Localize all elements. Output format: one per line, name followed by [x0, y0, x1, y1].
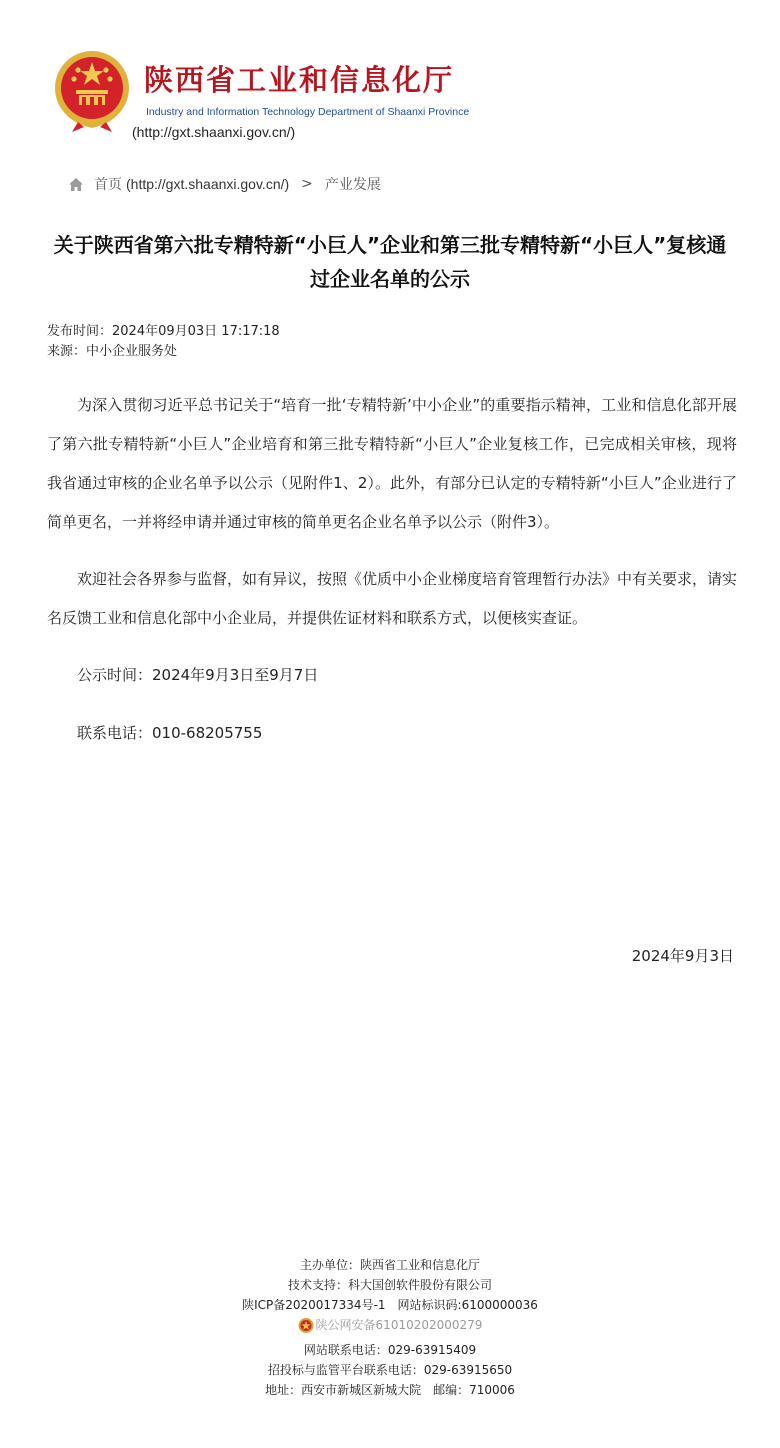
signature-date: 2024年9月3日	[631, 947, 734, 965]
article-paragraph: 为深入贯彻习近平总书记关于“培育一批‘专精特新’中小企业”的重要指示精神，工业和信息化部开展了第六批专精特新“小巨人”企业培育和第三批专精特新“小巨人”企业复核工作，已完成相关审核，现将我省通过审核的企业名单予以公示（见附件1、2）。此外，有部分已认定的专精特新“小巨人”企业进行了简单更名，一并将经申请并通过审核的简单更名企业名单予以公示（附件3）。	[47, 396, 737, 531]
breadcrumb	[68, 174, 381, 194]
breadcrumb-home-url[interactable]: (http://gxt.shaanxi.gov.cn/)	[126, 176, 290, 192]
breadcrumb-current-link[interactable]: 产业发展	[324, 177, 381, 193]
article-meta	[47, 322, 280, 362]
footer-tech-support: 技术支持：科大国创软件股份有限公司	[287, 1278, 492, 1292]
article-title: 关于陕西省第六批专精特新“小巨人”企业和第三批专精特新“小巨人”复核通过企业名单的公示	[53, 233, 727, 291]
footer-bidding-phone: 招投标与监管平台联系电话：029-63915650	[267, 1362, 513, 1377]
footer-police-record[interactable]	[298, 1315, 483, 1335]
breadcrumb-home-link[interactable]: 首页	[94, 177, 122, 193]
police-badge-icon	[298, 1317, 314, 1334]
article-source: 来源：中小企业服务处	[47, 344, 178, 359]
national-emblem-icon[interactable]	[52, 48, 132, 132]
site-url-link[interactable]: (http://gxt.shaanxi.gov.cn/)	[132, 124, 296, 140]
footer-site-phone: 网站联系电话：029-63915409	[303, 1342, 477, 1357]
footer-sponsor: 主办单位：陕西省工业和信息化厅	[299, 1258, 480, 1272]
publicity-period: 公示时间：2024年9月3日至9月7日	[77, 666, 319, 684]
police-record-text[interactable]: 陕公网安备61010202000279	[315, 1318, 483, 1332]
article-body	[47, 386, 737, 772]
publish-time: 发布时间：2024年09月03日 17:17:18	[47, 324, 280, 339]
site-header	[52, 48, 492, 144]
site-name-english: Industry and Information Technology Department of Shaanxi Province	[146, 106, 470, 118]
footer-address: 地址：西安市新城区新城大院 邮编：710006	[265, 1382, 515, 1397]
breadcrumb-separator: >	[301, 176, 313, 192]
contact-phone: 联系电话：010-68205755	[77, 724, 263, 742]
site-name[interactable]: 陕西省工业和信息化厅	[144, 63, 455, 97]
footer-icp[interactable]: 陕ICP备2020017334号-1 网站标识码:6100000036	[242, 1298, 538, 1312]
site-footer	[0, 1255, 780, 1400]
article-paragraph: 欢迎社会各界参与监督，如有异议，按照《优质中小企业梯度培育管理暂行办法》中有关要求，请实名反馈工业和信息化部中小企业局，并提供佐证材料和联系方式，以便核实查证。	[47, 570, 738, 627]
home-icon	[68, 177, 84, 192]
